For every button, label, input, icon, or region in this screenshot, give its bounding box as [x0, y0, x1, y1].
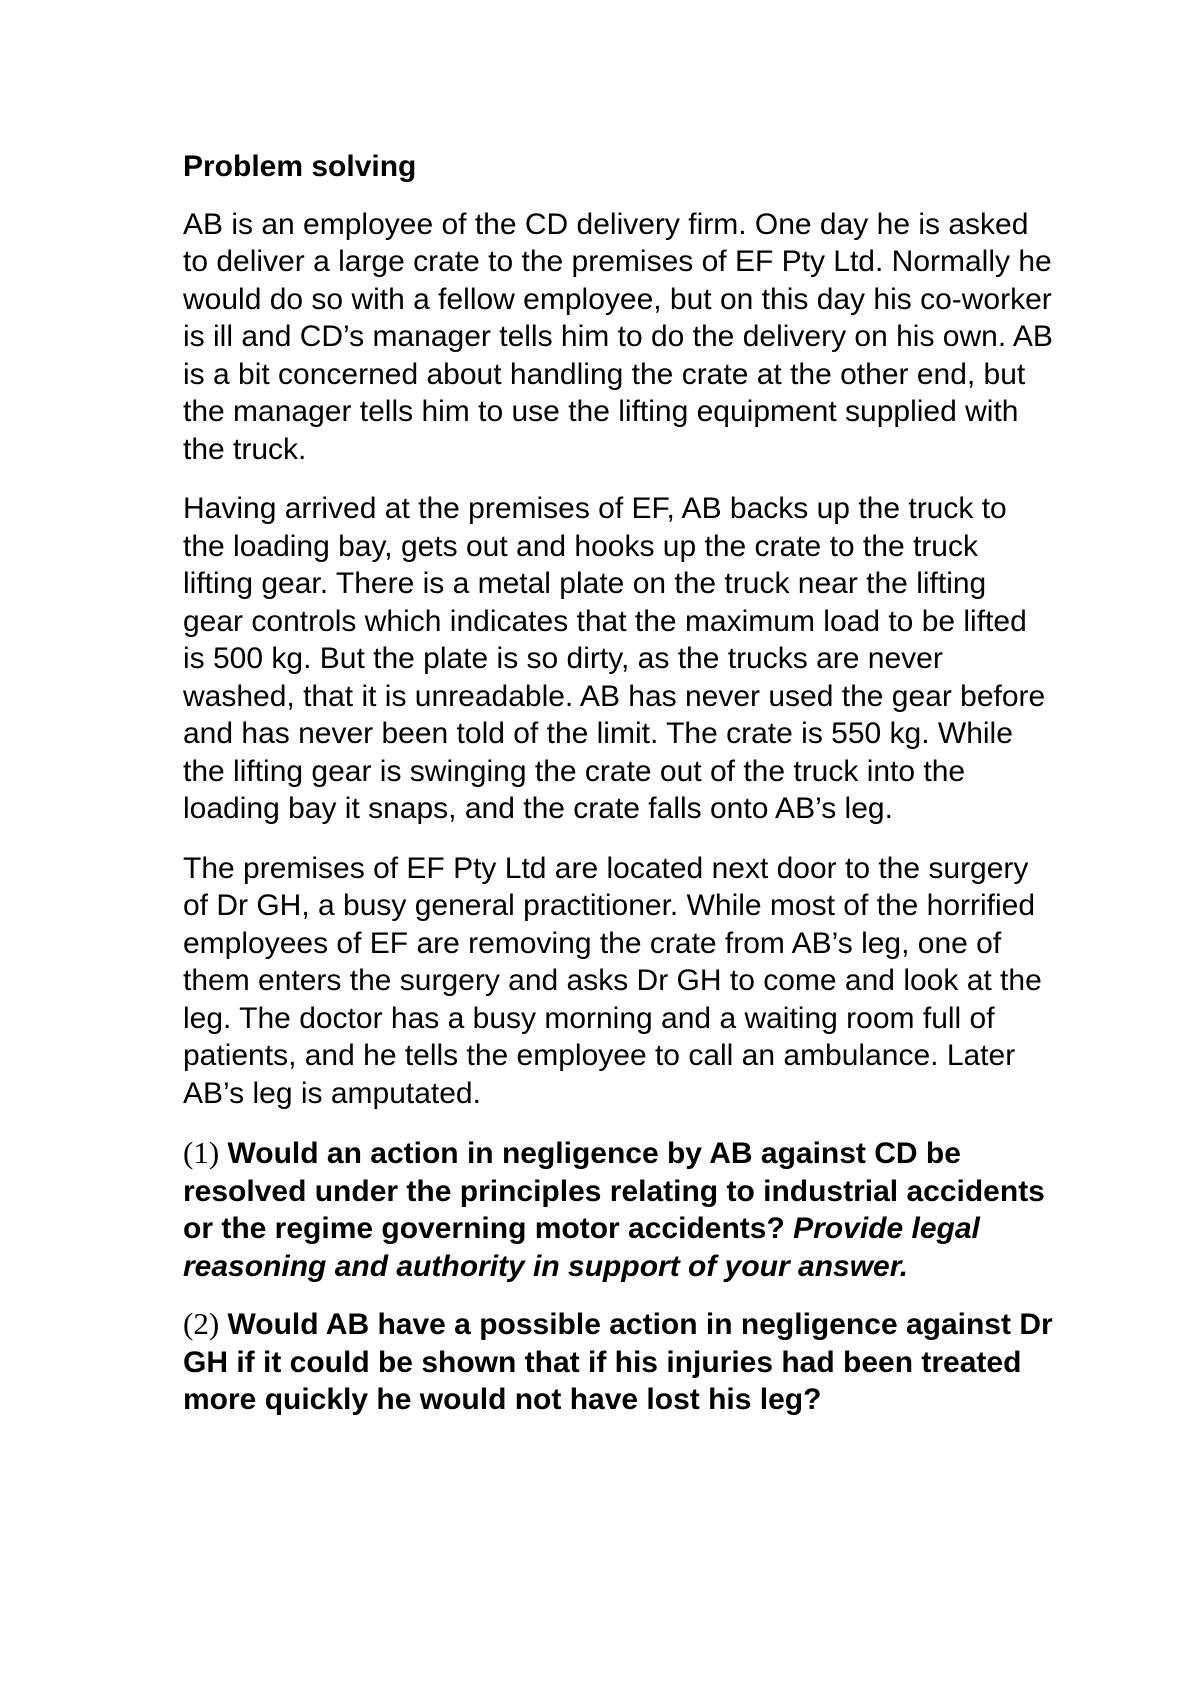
paragraph-scenario-3: The premises of EF Pty Ltd are located next door to the surgery of Dr GH, a busy general practitioner. While most of the horrified employees of EF are removing the crate from AB’s leg, one of them enters the surgery and asks Dr GH to come and look at the leg. The doctor has a busy morning and a waiting room full of patients, and he tells the employee to call an ambulance. Later AB’s leg is amputated. [183, 851, 1042, 1110]
question-1 [183, 1134, 1053, 1285]
question-2 [183, 1305, 1053, 1419]
paragraph-scenario-1: AB is an employee of the CD delivery firm. One day he is asked to deliver a large crate to the premises of EF Pty Ltd. Normally he would do so with a fellow employee, but on this day his co-worker is ill and CD’s manager tells him to do the delivery on his own. AB is a bit concerned about handling the crate at the other end, but the manager tells him to use the lifting equipment supplied with the truck. [183, 207, 1053, 466]
question-2-number: (2) [183, 1306, 220, 1341]
question-1-number: (1) [183, 1135, 220, 1170]
paragraph-scenario-2: Having arrived at the premises of EF, AB backs up the truck to the loading bay, gets out and hooks up the crate to the truck lifting gear. There is a metal plate on the truck near the lifting gear controls which indicates that the maximum load to be lifted is 500 kg. But the plate is so dirty, as the trucks are never washed, that it is unreadable. AB has never used the gear before and has never been told of the limit. The crate is 550 kg. While the lifting gear is swinging the crate out of the truck into the loading bay it snaps, and the crate falls onto AB’s leg. [183, 492, 1046, 825]
document-heading: Problem solving [183, 150, 417, 183]
question-1-text: Would an action in negligence by AB against CD be resolved under the principles relating to industrial accidents or the regime governing motor accidents? [183, 1137, 1045, 1245]
question-2-text: Would AB have a possible action in negligence against Dr GH if it could be shown that if his injuries had been treated more quickly he would not have lost his leg? [183, 1308, 1053, 1416]
question-1-instruction: Provide legal reasoning and authority in support of your answer. [183, 1212, 980, 1283]
document-page [183, 148, 1053, 1439]
